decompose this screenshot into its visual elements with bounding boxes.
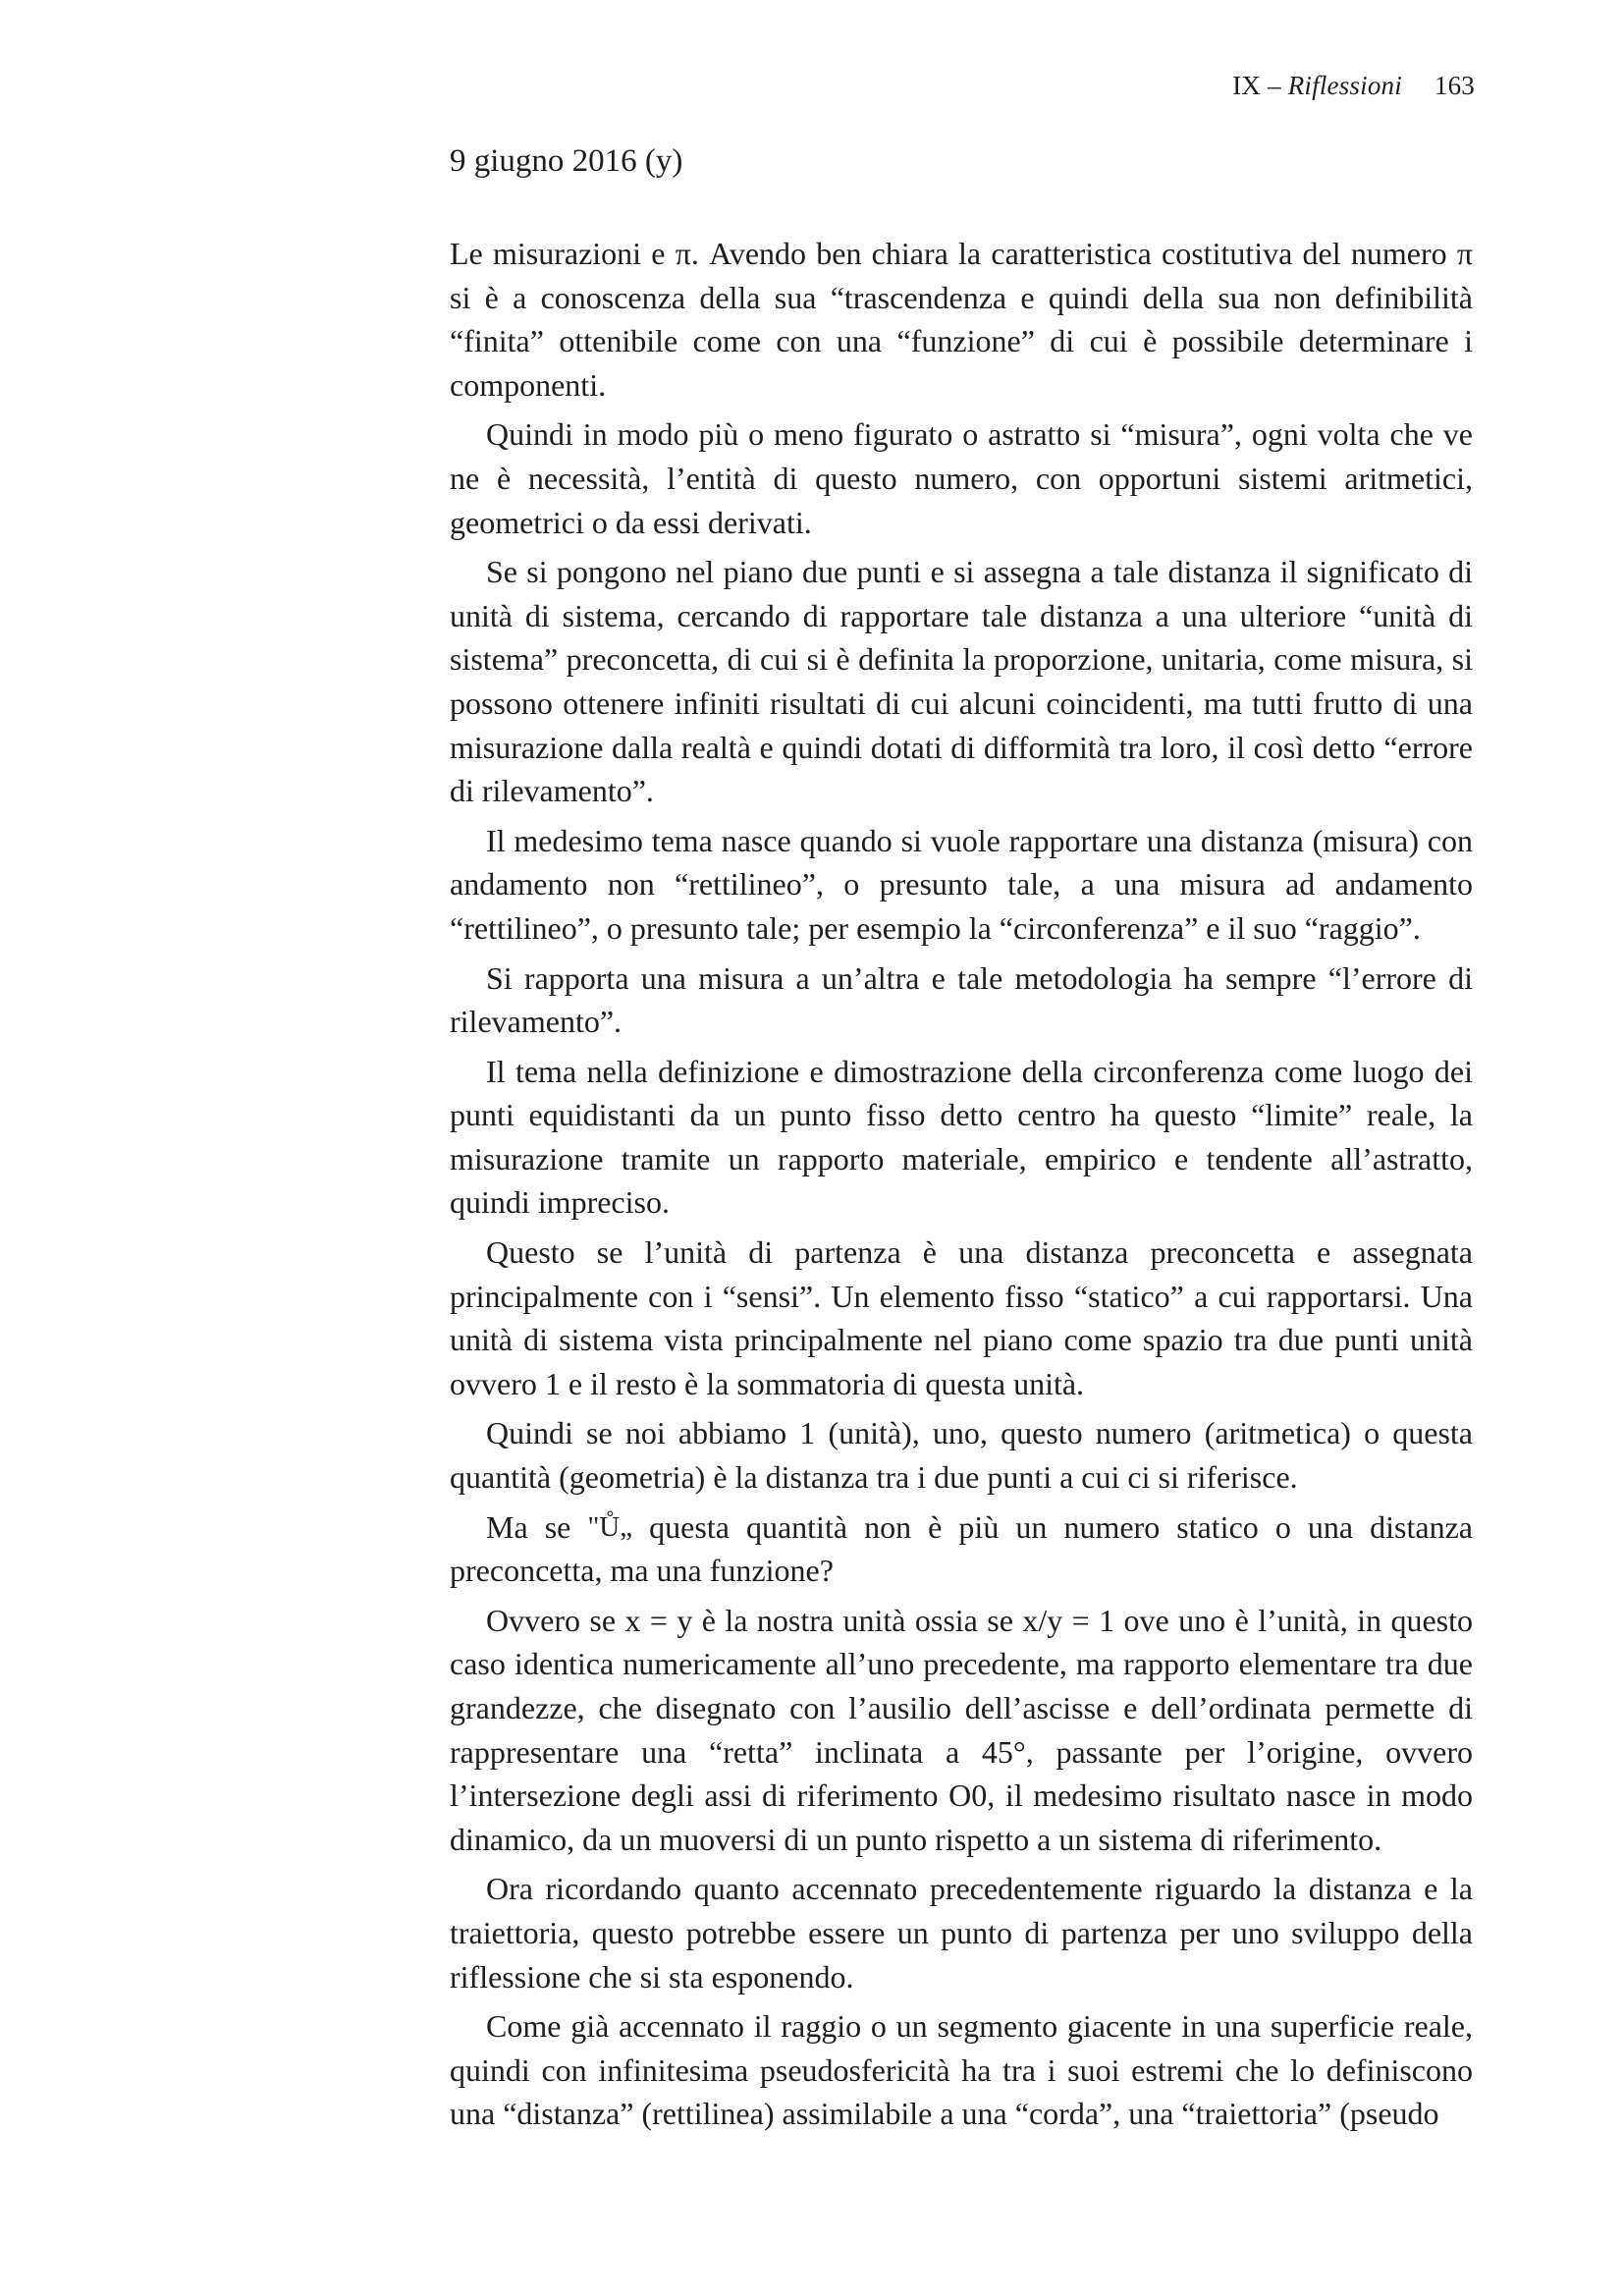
paragraph: Come già accennato il raggio o un segmento giacente in una superficie reale, quindi con infinitesima pseudosfericità ha tra i suoi estremi che lo definiscono una “distanza” (rettilinea) assimilabile a una “corda”, una “traiettoria” (pseudo bbox=[450, 2008, 1473, 2132]
paragraph-u-before: Ma se bbox=[486, 1508, 571, 1545]
paragraph: Ora ricordando quanto accennato precedentemente riguardo la distanza e la traiettoria, questo potrebbe essere un punto di partenza per uno sviluppo della riflessione che si sta esponendo. bbox=[450, 1871, 1473, 1995]
paragraph-u bbox=[450, 1505, 1473, 1593]
paragraph: Se si pongono nel piano due punti e si assegna a tale distanza il significato di unità di sistema, cercando di rapportare tale distanza a una ulteriore “unità di sistema” preconcetta, di cui si è definita la proporzione, unitaria, come misura, si possono ottenere infiniti risultati di cui alcuni coincidenti, ma tutti frutto di una misurazione dalla realtà e quindi dotati di difformità tra loro, il così detto “errore di rilevamento”. bbox=[450, 554, 1473, 809]
paragraph: Quindi in modo più o meno figurato o astratto si “misura”, ogni volta che ve ne è necessità, l’entità di questo numero, con opportuni sistemi aritmetici, geometrici o da essi derivati. bbox=[450, 416, 1473, 540]
paragraph: Questo se l’unità di partenza è una distanza preconcetta e assegnata principalmente con i “sensi”. Un elemento fisso “statico” a cui rapportarsi. Una unità di sistema vista principalmente nel piano come spazio tra due punti unità ovvero 1 e il resto è la sommatoria di questa unità. bbox=[450, 1234, 1473, 1401]
paragraph: Il medesimo tema nasce quando si vuole rapportare una distanza (misura) con andamento non “rettilineo”, o presunto tale, a una misura ad andamento “rettilineo”, o presunto tale; per esempio la “circonferenza” e il suo “raggio”. bbox=[450, 822, 1473, 946]
entry-date: 9 giugno 2016 (y) bbox=[450, 143, 683, 179]
u-symbol: "Ů„ bbox=[587, 1510, 633, 1543]
paragraph: Il tema nella definizione e dimostrazione della circonferenza come luogo dei punti equidistanti da un punto fisso detto centro ha questo “limite” reale, la misurazione tramite un rapporto materiale, empirico e tendente all’astratto, quindi impreciso. bbox=[450, 1053, 1473, 1221]
page-number: 163 bbox=[1434, 71, 1475, 100]
paragraph: Quindi se noi abbiamo 1 (unità), uno, questo numero (aritmetica) o questa quantità (geometria) è la distanza tra i due punti a cui ci si riferisce. bbox=[450, 1415, 1473, 1496]
header-section: IX – bbox=[1232, 71, 1281, 100]
paragraph-u-after: questa quantità non è più un numero statico o una distanza preconcetta, ma una funzione? bbox=[450, 1508, 1474, 1589]
body-text bbox=[450, 232, 1473, 2142]
paragraph: Si rapporta una misura a un’altra e tale metodologia ha sempre “l’errore di rilevamento”. bbox=[450, 959, 1473, 1040]
header-title: Riflessioni bbox=[1287, 71, 1402, 100]
paragraph: Le misurazioni e π. Avendo ben chiara la caratteristica costitutiva del numero π si è a conoscenza della sua “trascendenza e quindi della sua non definibilità “finita” ottenibile come con una “funzione” di cui è possibile determinare i componenti. bbox=[450, 236, 1473, 403]
running-header bbox=[1232, 71, 1475, 101]
paragraph: Ovvero se x = y è la nostra unità ossia se x/y = 1 ove uno è l’unità, in questo caso identica numericamente all’uno precedente, ma rapporto elementare tra due grandezze, che disegnato con l’ausilio dell’ascisse e dell’ordinata permette di rappresentare una “retta” inclinata a 45°, passante per l’origine, ovvero l’intersezione degli assi di riferimento O0, il medesimo risultato nasce in modo dinamico, da un muoversi di un punto rispetto a un sistema di riferimento. bbox=[450, 1602, 1473, 1857]
